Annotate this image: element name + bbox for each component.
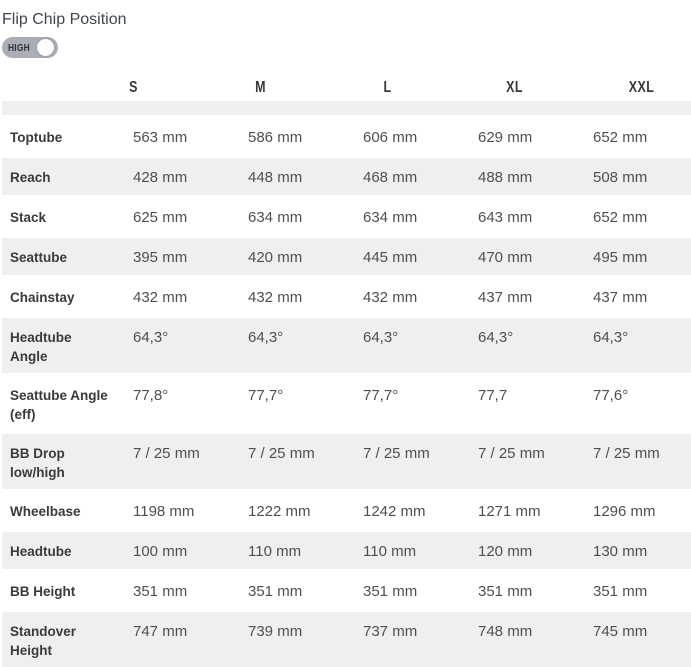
value-cell: 437 mm — [460, 275, 575, 315]
value-cell: 7 / 25 mm — [575, 431, 691, 489]
table-row — [2, 529, 691, 569]
row-label-cell: Headtube Angle — [2, 315, 115, 373]
value-cell: 420 mm — [230, 235, 345, 275]
value-cell: 351 mm — [230, 569, 345, 609]
value-cell: 737 mm — [345, 609, 460, 667]
value-cell: 448 mm — [230, 155, 345, 195]
value-cell: 747 mm — [115, 609, 230, 667]
value-cell: 606 mm — [345, 115, 460, 155]
value-cell: 1198 mm — [115, 489, 230, 529]
value-cell: 64,3° — [230, 315, 345, 373]
value-cell: 7 / 25 mm — [460, 431, 575, 489]
value-cell: 7 / 25 mm — [230, 431, 345, 489]
value-cell: 110 mm — [345, 529, 460, 569]
row-label-cell: Standover Height — [2, 609, 115, 667]
value-cell: 77,7° — [345, 373, 460, 431]
value-cell: 748 mm — [460, 609, 575, 667]
row-label-cell: Wheelbase — [2, 489, 115, 529]
table-row — [2, 235, 691, 275]
value-cell: 1222 mm — [230, 489, 345, 529]
value-cell: 120 mm — [460, 529, 575, 569]
size-header-row — [70, 79, 691, 97]
value-cell: 488 mm — [460, 155, 575, 195]
row-label-cell: BB Drop low/high — [2, 431, 115, 489]
table-row — [2, 489, 691, 529]
value-cell: 64,3° — [345, 315, 460, 373]
page-title: Flip Chip Position — [2, 11, 127, 28]
value-cell: 625 mm — [115, 195, 230, 235]
value-cell: 643 mm — [460, 195, 575, 235]
value-cell: 7 / 25 mm — [115, 431, 230, 489]
table-row — [2, 115, 691, 155]
value-cell: 100 mm — [115, 529, 230, 569]
row-label-cell: BB Height — [2, 569, 115, 609]
value-cell: 110 mm — [230, 529, 345, 569]
value-cell: 77,8° — [115, 373, 230, 431]
value-cell: 432 mm — [345, 275, 460, 315]
table-row — [2, 609, 691, 667]
value-cell: 470 mm — [460, 235, 575, 275]
header-underline-strip — [2, 101, 691, 115]
table-row — [2, 275, 691, 315]
toggle-label: HIGH — [8, 41, 30, 54]
value-cell: 77,7 — [460, 373, 575, 431]
value-cell: 351 mm — [345, 569, 460, 609]
size-header-label: S — [129, 79, 138, 96]
value-cell: 351 mm — [575, 569, 691, 609]
row-label-cell: Headtube — [2, 529, 115, 569]
table-row — [2, 315, 691, 373]
value-cell: 629 mm — [460, 115, 575, 155]
value-cell: 437 mm — [575, 275, 691, 315]
value-cell: 739 mm — [230, 609, 345, 667]
geometry-table-body — [2, 115, 691, 667]
value-cell: 1242 mm — [345, 489, 460, 529]
value-cell: 652 mm — [575, 115, 691, 155]
value-cell: 77,7° — [230, 373, 345, 431]
value-cell: 1296 mm — [575, 489, 691, 529]
table-row — [2, 155, 691, 195]
value-cell: 64,3° — [575, 315, 691, 373]
size-header-label: M — [255, 79, 266, 96]
value-cell: 508 mm — [575, 155, 691, 195]
value-cell: 351 mm — [460, 569, 575, 609]
value-cell: 563 mm — [115, 115, 230, 155]
value-cell: 745 mm — [575, 609, 691, 667]
value-cell: 634 mm — [230, 195, 345, 235]
row-label-cell: Toptube — [2, 115, 115, 155]
value-cell: 64,3° — [460, 315, 575, 373]
value-cell: 652 mm — [575, 195, 691, 235]
value-cell: 468 mm — [345, 155, 460, 195]
row-label-cell: Seattube Angle (eff) — [2, 373, 115, 431]
value-cell: 130 mm — [575, 529, 691, 569]
value-cell: 7 / 25 mm — [345, 431, 460, 489]
value-cell: 351 mm — [115, 569, 230, 609]
value-cell: 634 mm — [345, 195, 460, 235]
flip-chip-toggle[interactable] — [2, 37, 58, 58]
value-cell: 64,3° — [115, 315, 230, 373]
value-cell: 495 mm — [575, 235, 691, 275]
toggle-knob-icon — [37, 39, 54, 56]
value-cell: 445 mm — [345, 235, 460, 275]
table-row — [2, 373, 691, 431]
size-header-label: L — [383, 79, 392, 96]
table-row — [2, 431, 691, 489]
size-header-label: XXL — [628, 79, 655, 96]
value-cell: 432 mm — [230, 275, 345, 315]
value-cell: 432 mm — [115, 275, 230, 315]
table-row — [2, 569, 691, 609]
value-cell: 77,6° — [575, 373, 691, 431]
value-cell: 1271 mm — [460, 489, 575, 529]
value-cell: 395 mm — [115, 235, 230, 275]
table-row — [2, 195, 691, 235]
geometry-table — [2, 115, 691, 667]
row-label-cell: Chainstay — [2, 275, 115, 315]
row-label-cell: Reach — [2, 155, 115, 195]
row-label-cell: Stack — [2, 195, 115, 235]
value-cell: 586 mm — [230, 115, 345, 155]
size-header-label: XL — [506, 79, 523, 96]
row-label-cell: Seattube — [2, 235, 115, 275]
value-cell: 428 mm — [115, 155, 230, 195]
